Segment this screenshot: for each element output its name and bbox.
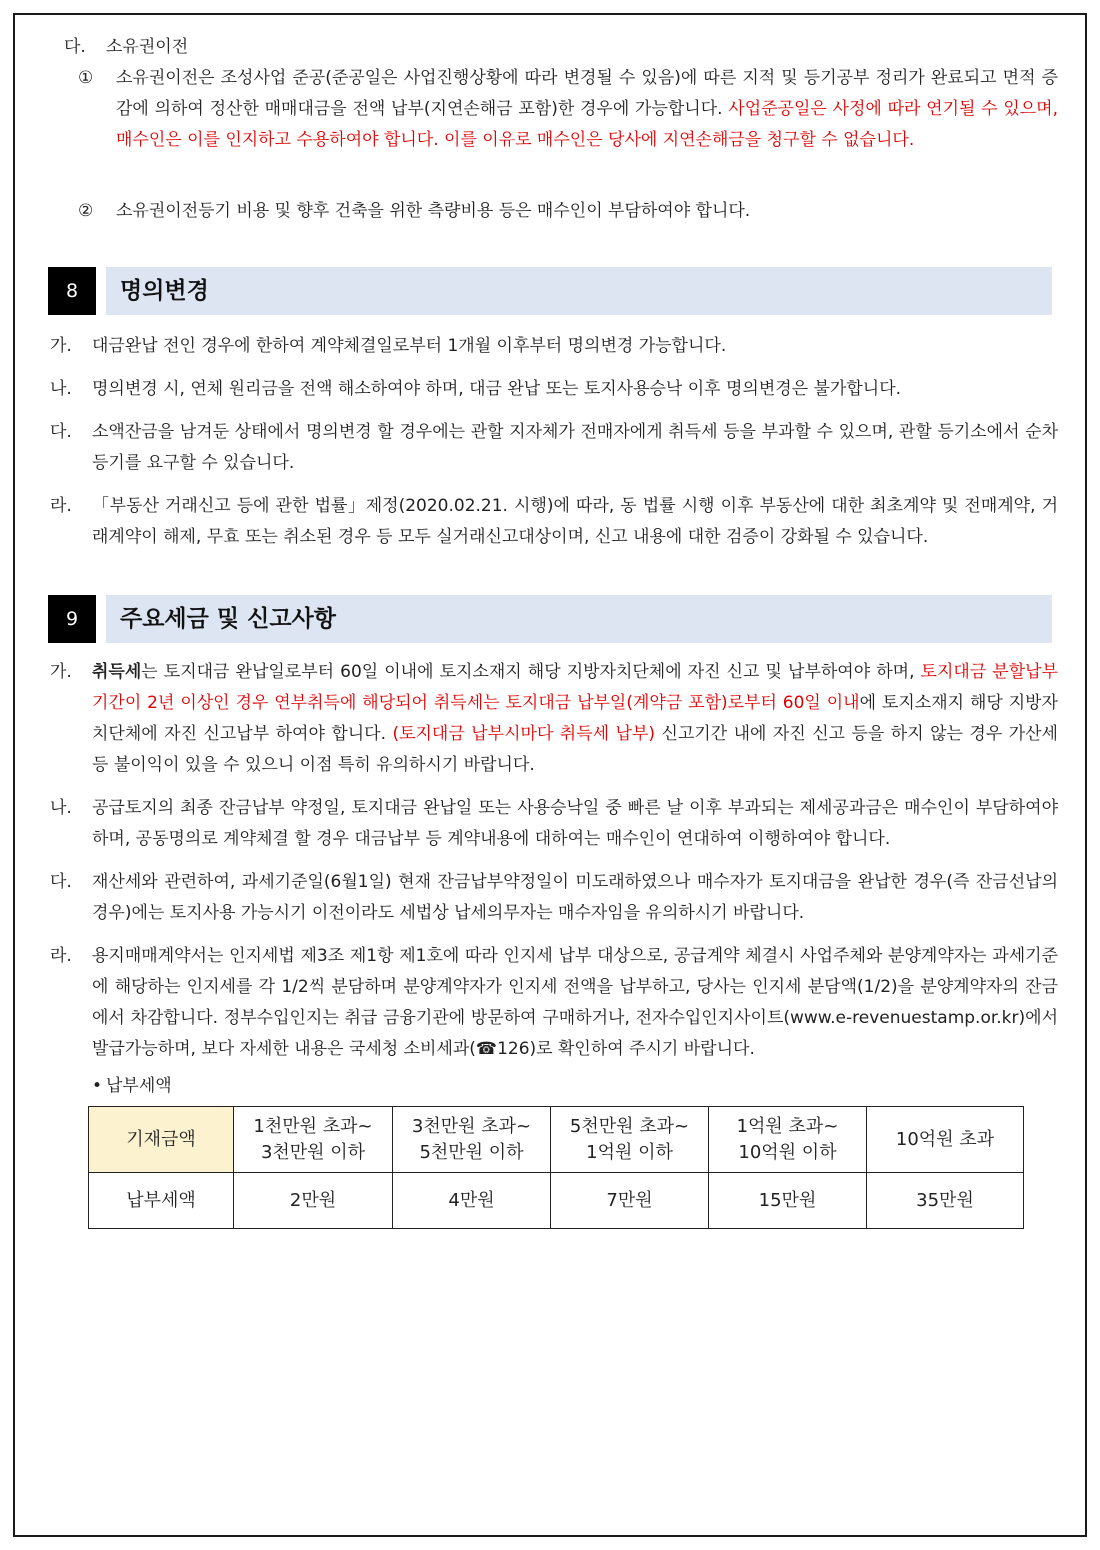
item-marker: 라. [50,946,72,966]
sub-heading [64,32,1058,63]
item-text: 「부동산 거래신고 등에 관한 법률」제정(2020.02.21. 시행)에 따라, 동 법률 시행 이후 부동산에 대한 최초계약 및 전매계약, 거래계약이 해제, 무효 또는 취소된 경우 등 모두 실거래신고대상이며, 신고 내용에 대한 검증이 강화될 수 있습니다. [92,496,1058,547]
emphasis-text: 취득세 [92,662,142,682]
item-text: 공급토지의 최종 잔금납부 약정일, 토지대금 완납일 또는 사용승낙일 중 빠른 날 이후 부과되는 제세공과금은 매수인이 부담하여야 하며, 공동명의로 계약체결 할 경우 대금납부 등 계약내용에 대하여는 매수인이 연대하여 이행하여야 합니다. [92,798,1058,849]
table-header-cell: 3천만원 초과~ 5천만원 이하 [393,1107,551,1173]
stamp-tax-table [88,1106,1024,1229]
item-text: 는 토지대금 완납일로부터 60일 이내에 토지소재지 해당 지방자치단체에 자진 신고 및 납부하여야 하며, [141,662,921,682]
table-cell: 7만원 [551,1173,709,1229]
section-number: 8 [48,267,96,315]
item-marker: 다. [50,872,72,892]
item-marker: 나. [50,379,72,399]
table-header-cell: 5천만원 초과~ 1억원 이하 [551,1107,709,1173]
table-cell: 4만원 [393,1173,551,1229]
table-header-row [89,1107,1024,1173]
warning-text: (토지대금 납부시마다 취득세 납부) [392,724,655,744]
section-8-list [50,331,1058,553]
clause-text: 소유권이전은 조성사업 준공(준공일은 사업진행상황에 따라 변경될 수 있음)에 따른 지적 및 등기공부 정리가 완료되고 면적 증감에 의하여 정산한 매매대금을 전액 납부(지연손해금 포함)한 경우에 가능합니다. [116,68,1058,119]
list-item [50,491,1058,553]
item-marker: 나. [50,798,72,818]
list-item-stamp-tax [50,941,1058,1065]
circled-number-1: ① [78,68,94,88]
ownership-clause-1 [78,63,1058,156]
item-text: 용지매매계약서는 인지세법 제3조 제1항 제1호에 따라 인지세 납부 대상으로, 공급계약 체결시 사업주체와 분양계약자는 과세기준에 해당하는 인지세를 각 1/2씩 분담하며 분양계약자가 인지세 전액을 납부하고, 당사는 인지세 분담액(1/2)을 분양계약자의 잔금에서 차감합니다. 정부수입인지는 취급 금융기관에 방문하여 구매하거나, 전자수입인지사이트(www.e-revenuestamp.or.kr)에서 발급가능하며, 보다 자세한 내용은 국세청 소비세과(☎126)로 확인하여 주시기 바랍니다. [92,946,1058,1059]
bullet-text: 납부세액 [106,1076,172,1096]
warning-text: 사업준공일은 사정에 따라 연기될 수 있으며, 매수인은 이를 인지하고 수용하여야 합니다. 이를 이유로 매수인은 당사에 지연손해금을 청구할 수 없습니다. [116,99,1058,150]
section-8-header [48,267,1052,315]
table-cell: 2만원 [234,1173,393,1229]
table-row [89,1173,1024,1229]
table-cell: 15만원 [709,1173,867,1229]
section-9-list [50,657,1058,1229]
warning-text: 토지대금 분할납부기간이 2년 이상인 경우 연부취득에 해당되어 취득세는 토지대금 납부일(계약금 포함)로부터 60일 이내 [92,662,1058,713]
item-text: 대금완납 전인 경우에 한하여 계약체결일로부터 1개월 이후부터 명의변경 가능합니다. [92,336,727,356]
item-text: 에 토지소재지 해당 지방자치단체에 자진 신고납부 하여야 합니다. [92,693,1058,744]
table-header-cell: 1억원 초과~ 10억원 이하 [709,1107,867,1173]
bullet-label [92,1071,1058,1102]
list-item [50,331,1058,362]
table-header-cell: 기재금액 [89,1107,234,1173]
table-cell: 35만원 [867,1173,1024,1229]
item-text: 명의변경 시, 연체 원리금을 전액 해소하여야 하며, 대금 완납 또는 토지사용승낙 이후 명의변경은 불가합니다. [92,379,902,399]
table-cell: 납부세액 [89,1173,234,1229]
ownership-clause-2 [78,196,1058,227]
section-9-header [48,595,1052,643]
list-item [50,374,1058,405]
section-title: 주요세금 및 신고사항 [106,595,1052,643]
item-marker: 가. [50,662,72,682]
sub-heading-title: 소유권이전 [106,37,189,57]
list-item [50,793,1058,855]
item-marker: 라. [50,496,72,516]
item-marker: 다. [64,37,86,57]
list-item-acquisition-tax [50,657,1058,781]
item-text: 재산세와 관련하여, 과세기준일(6월1일) 현재 잔금납부약정일이 미도래하였으나 매수자가 토지대금을 완납한 경우(즉 잔금선납의 경우)에는 토지사용 가능시기 이전이라도 세법상 납세의무자는 매수자임을 유의하시기 바랍니다. [92,872,1058,923]
item-text: 신고기간 내에 자진 신고 등을 하지 않는 경우 가산세 등 불이익이 있을 수 있으니 이점 특히 유의하시기 바랍니다. [92,724,1058,775]
table-header-cell: 1천만원 초과~ 3천만원 이하 [234,1107,393,1173]
clause-text: 소유권이전등기 비용 및 향후 건축을 위한 측량비용 등은 매수인이 부담하여야 합니다. [116,201,751,221]
circled-number-2: ② [78,201,94,221]
bullet-icon: • [92,1076,103,1096]
document-body [50,32,1058,1229]
table-header-cell: 10억원 초과 [867,1107,1024,1173]
item-marker: 다. [50,422,72,442]
section-title: 명의변경 [106,267,1052,315]
item-marker: 가. [50,336,72,356]
item-text: 소액잔금을 남겨둔 상태에서 명의변경 할 경우에는 관할 지자체가 전매자에게 취득세 등을 부과할 수 있으며, 관할 등기소에서 순차등기를 요구할 수 있습니다. [92,422,1058,473]
section-number: 9 [48,595,96,643]
list-item [50,417,1058,479]
list-item [50,867,1058,929]
